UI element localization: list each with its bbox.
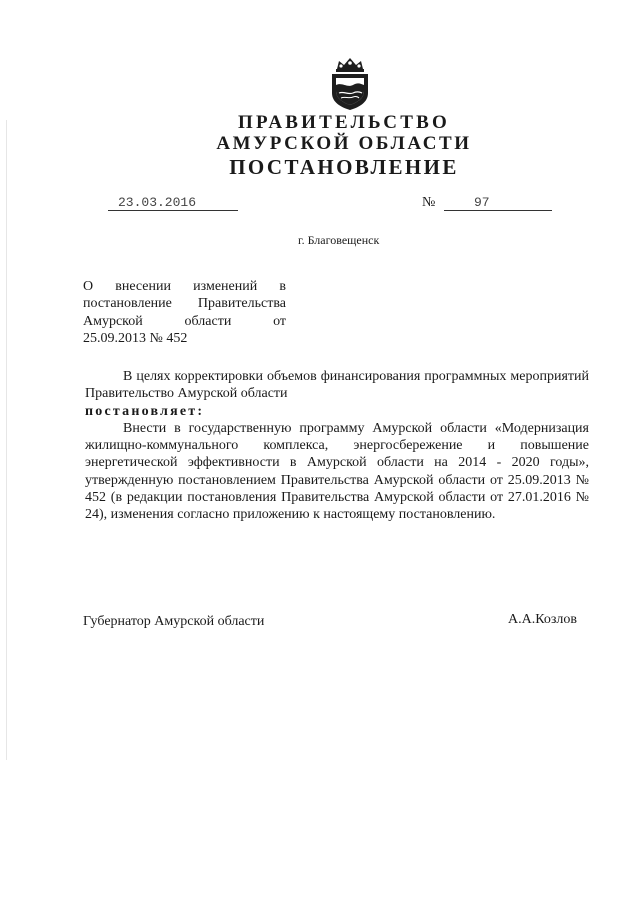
signatory-name: А.А.Козлов (508, 612, 577, 627)
document-subject (83, 278, 286, 348)
decree-word: постановляет: (85, 403, 205, 419)
subject-line: Амурской области от (83, 313, 286, 329)
subject-line: 25.09.2013 № 452 (83, 331, 188, 347)
document-body (85, 368, 589, 524)
signatory-title: Губернатор Амурской области (83, 614, 265, 629)
decree-paragraph: Внести в государственную программу Амурской области «Модернизация жилищно-коммунального комплекса, энергосбережение и повышение энергетической эффективности в Амурской области на 2014 - 2020 годы», утвержденную постановлением Правительства Амурской области от 25.09.2013 № 452 (в редакции постановления Правительства Амурской области от 27.01.2016 № 24), изменения согласно приложению к настоящему постановлению. (85, 420, 589, 523)
document-type-title: ПОСТАНОВЛЕНИЕ (229, 155, 459, 179)
coat-of-arms-emblem-icon (327, 55, 373, 111)
city-line: г. Благовещенск (298, 233, 380, 247)
subject-line: О внесении изменений в (83, 279, 286, 294)
subject-line: постановление Правительства (83, 296, 286, 312)
number-label: № (422, 195, 436, 210)
government-title: ПРАВИТЕЛЬСТВО (238, 112, 450, 133)
region-title: АМУРСКОЙ ОБЛАСТИ (216, 133, 472, 154)
document-number: 97 (444, 195, 552, 211)
preamble-paragraph: В целях корректировки объемов финансирования программных мероприятий Правительство Амурской области (85, 369, 589, 402)
document-date: 23.03.2016 (108, 195, 238, 211)
scan-edge-line (6, 120, 7, 760)
